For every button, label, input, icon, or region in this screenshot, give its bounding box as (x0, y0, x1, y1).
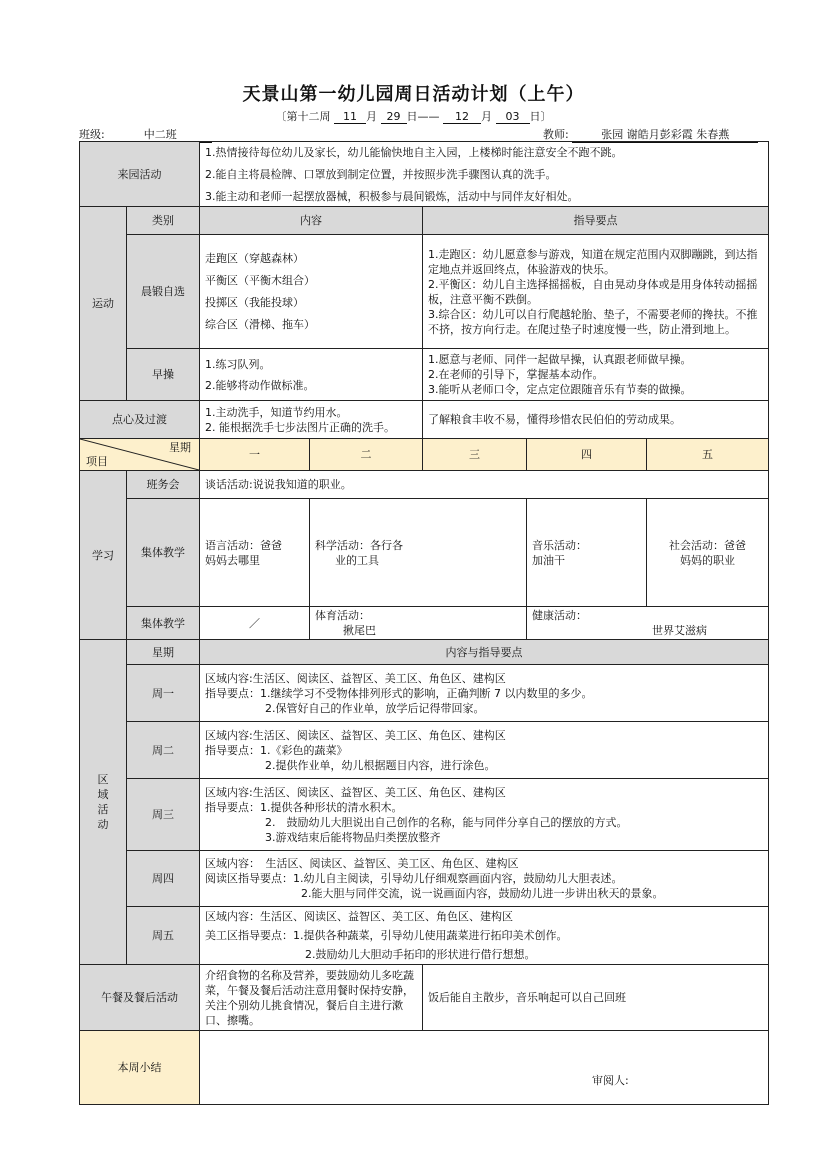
area-label (80, 640, 127, 965)
exercise-item: 1.练习队列。 (205, 357, 271, 371)
teaching-line: 加油干 (532, 553, 565, 567)
lunch-label: 午餐及餐后活动 (80, 965, 200, 1031)
item-label: 项目 (86, 455, 108, 468)
morning-guide-item: 2.平衡区：幼儿自主选择摇摇板，自由晃动身体或是用身体转动摇摇板，注意平衡不跌倒。 (428, 277, 758, 306)
area-day-label: 周一 (127, 665, 200, 722)
morning-label: 晨锻自选 (127, 235, 200, 349)
exercise-label: 早操 (127, 349, 200, 401)
teaching-cell (527, 607, 769, 640)
area-line: 2. 鼓励幼儿大胆说出自己创作的名称，能与同伴分享自己的摆放的方式。 (265, 815, 628, 829)
lunch-content: 介绍食物的名称及营养，要鼓励幼儿多吃蔬菜，午餐及餐后活动注意用餐时保持安静，关注个别幼儿挑食情况，餐后自主进行漱口、擦嘴。 (200, 965, 423, 1031)
exercise-guide-item: 2.在老师的引导下，掌握基本动作。 (428, 368, 604, 381)
area-line: 2.保管好自己的作业单，放学后记得带回家。 (265, 701, 485, 715)
morning-guide-item: 1.走跑区：幼儿愿意参与游戏，知道在规定范围内双脚蹦跳，到达指定地点并返回终点，体验游戏的快乐。 (428, 247, 758, 276)
summary-label: 本周小结 (80, 1031, 200, 1105)
area-header-row (80, 640, 769, 665)
weekday-item-header (80, 439, 200, 471)
area-row-tue (80, 722, 769, 779)
day-fri: 五 (647, 439, 769, 471)
page-title: 天景山第一幼儿园周日活动计划（上午） (242, 84, 585, 105)
arrival-row (80, 142, 769, 207)
area-day-label: 周四 (127, 851, 200, 907)
area-line: 指导要点：1.《彩色的蔬菜》 (205, 743, 348, 757)
activity-plan-table (79, 141, 769, 1105)
area-line: 指导要点：1.继续学习不受物体排列形式的影响，正确判断 7 以内数里的多少。 (205, 686, 593, 700)
day-wed: 三 (423, 439, 527, 471)
teaching-cell (310, 607, 527, 640)
area-day-label: 周三 (127, 779, 200, 851)
group-teaching-row-1 (80, 499, 769, 607)
lunch-guide: 饭后能自主散步，音乐响起可以自己回班 (423, 965, 769, 1031)
col-guide: 指导要点 (423, 207, 769, 235)
area-line: 2.鼓励幼儿大胆动手拓印的形状进行借行想想。 (305, 948, 536, 961)
group-teaching-label: 集体教学 (127, 607, 200, 640)
col-type: 类别 (127, 207, 200, 235)
arrival-item: 3.能主动和老师一起摆放器械，积极参与晨间锻炼，活动中与同伴友好相处。 (205, 189, 579, 203)
arrival-content (200, 142, 769, 207)
morning-item: 综合区（滑梯、拖车） (205, 317, 315, 331)
lunch-row (80, 965, 769, 1031)
morning-guide (423, 235, 769, 349)
area-day-content (200, 779, 769, 851)
area-line: 2.提供作业单，幼儿根据题目内容，进行涂色。 (265, 758, 496, 772)
month-label: 月 (366, 110, 377, 123)
area-line: 区域内容：生活区、阅读区、益智区、美工区、角色区、建构区 (205, 910, 513, 923)
teaching-cell (527, 499, 647, 607)
day-mon: 一 (200, 439, 310, 471)
area-day-content (200, 851, 769, 907)
exercise-guide (423, 349, 769, 401)
sport-header-row (80, 207, 769, 235)
area-row-wed (80, 779, 769, 851)
teaching-line: 揪尾巴 (343, 624, 376, 637)
teaching-line: 妈妈的职业 (680, 553, 736, 567)
area-line: 美工区指导要点：1.提供各种蔬菜，引导幼儿使用蔬菜进行拓印美术创作。 (205, 929, 568, 942)
teaching-line: 世界艾滋病 (652, 624, 707, 637)
study-label: 学习 (80, 471, 127, 640)
morning-drill-row (80, 349, 769, 401)
morning-item: 平衡区（平衡木组合） (205, 273, 315, 287)
area-day-label: 周二 (127, 722, 200, 779)
teaching-cell (647, 499, 769, 607)
summary-row (80, 1031, 769, 1105)
start-day: 29 (381, 110, 407, 124)
morning-content (200, 235, 423, 349)
area-line: 指导要点：1.提供各种形状的清水积木。 (205, 800, 403, 814)
morning-item: 走跑区（穿越森林） (205, 251, 304, 265)
morning-exercise-row (80, 235, 769, 349)
exercise-item: 2.能够将动作做标准。 (205, 378, 315, 392)
area-line: 区域内容： 生活区、阅读区、益智区、美工区、角色区、建构区 (205, 857, 519, 870)
col-content: 内容 (200, 207, 423, 235)
week-end: 日〕 (529, 110, 552, 123)
month-label-2: 月 (481, 110, 492, 123)
area-line: 区域内容:生活区、阅读区、益智区、美工区、角色区、建构区 (205, 671, 506, 685)
end-month: 12 (443, 110, 481, 124)
area-col-content: 内容与指导要点 (200, 640, 769, 665)
teaching-cell (200, 607, 310, 640)
teacher-names: 张园 谢皓月彭彩霞 朱春燕 (572, 126, 758, 143)
exercise-guide-item: 3.能听从老师口令，定点定位跟随音乐有节奏的做操。 (428, 383, 692, 396)
area-day-label: 周五 (127, 907, 200, 965)
area-col-day: 星期 (127, 640, 200, 665)
weekday-label: 星期 (169, 441, 191, 454)
teaching-line: 音乐活动： (532, 538, 587, 552)
teacher-label: 教师: (543, 128, 569, 141)
area-row-fri (80, 907, 769, 965)
arrival-item: 1.热情接待每位幼儿及家长，幼儿能愉快地自主入园，上楼梯时能注意安全不跑不跳。 (205, 145, 623, 159)
snack-content (200, 401, 423, 439)
teaching-line: 妈妈去哪里 (205, 553, 260, 567)
group-teaching-label: 集体教学 (127, 499, 200, 607)
area-line: 区域内容:生活区、阅读区、益智区、美工区、角色区、建构区 (205, 785, 506, 799)
class-label: 班级: (79, 128, 105, 141)
arrival-label: 来园活动 (80, 142, 200, 207)
group-teaching-row-2 (80, 607, 769, 640)
area-line: 2.能大胆与同伴交流，说一说画面内容，鼓励幼儿进一步讲出秋天的景象。 (301, 887, 664, 900)
class-meeting-row (80, 471, 769, 499)
week-prefix: 〔第十二周 (275, 110, 331, 123)
week-range (0, 108, 827, 124)
area-label-char: 区域活动 (97, 773, 109, 831)
empty-mark: ／ (249, 616, 260, 630)
area-row-thu (80, 851, 769, 907)
teaching-line: 健康活动： (532, 609, 587, 622)
day-thu: 四 (527, 439, 647, 471)
teaching-line: 语言活动：爸爸 (205, 538, 282, 552)
sport-label: 运动 (80, 207, 127, 401)
class-meeting-content: 谈话活动:说说我知道的职业。 (200, 471, 769, 499)
teaching-cell (200, 499, 310, 607)
snack-item: 2. 能根据洗手七步法图片正确的洗手。 (205, 420, 395, 434)
teaching-line: 社会活动：爸爸 (669, 538, 747, 552)
area-line: 区域内容:生活区、阅读区、益智区、美工区、角色区、建构区 (205, 728, 506, 742)
area-line: 阅读区指导要点：1.幼儿自主阅读，引导幼儿仔细观察画面内容，鼓励幼儿大胆表述。 (205, 872, 623, 885)
end-day: 03 (496, 110, 530, 124)
day-tue: 二 (310, 439, 423, 471)
snack-row (80, 401, 769, 439)
area-day-content (200, 907, 769, 965)
morning-guide-item: 3.综合区：幼儿可以自行爬越轮胎、垫子，不需要老师的搀扶。不推不挤，按方向行走。在爬过垫子时速度慢一些，防止滑到地上。 (428, 307, 758, 336)
class-meeting-label: 班务会 (127, 471, 200, 499)
snack-guide: 了解粮食丰收不易，懂得珍惜农民伯伯的劳动成果。 (423, 401, 769, 439)
teaching-cell (310, 499, 527, 607)
teaching-line: 体育活动： (315, 609, 370, 622)
exercise-guide-item: 1.愿意与老师、同伴一起做早操，认真跟老师做早操。 (428, 353, 692, 366)
area-line: 3.游戏结束后能将物品归类摆放整齐 (265, 830, 441, 844)
area-row-mon (80, 665, 769, 722)
reviewer-label: 审阅人: (592, 1074, 629, 1087)
snack-item: 1.主动洗手，知道节约用水。 (205, 405, 348, 419)
class-name: 中二班 (108, 126, 212, 143)
area-day-content (200, 722, 769, 779)
teaching-line: 科学活动：各行各 (315, 538, 403, 552)
area-day-content (200, 665, 769, 722)
snack-label: 点心及过渡 (80, 401, 200, 439)
arrival-item: 2.能自主将晨检牌、口罩放到制定位置，并按照步洗手骤图认真的洗手。 (205, 167, 557, 181)
exercise-content (200, 349, 423, 401)
morning-item: 投掷区（我能投球） (205, 295, 304, 309)
day-label: 日—— (406, 110, 440, 123)
teaching-line: 业的工具 (335, 553, 379, 567)
start-month: 11 (334, 110, 366, 124)
week-header-row (80, 439, 769, 471)
summary-content (200, 1031, 769, 1105)
